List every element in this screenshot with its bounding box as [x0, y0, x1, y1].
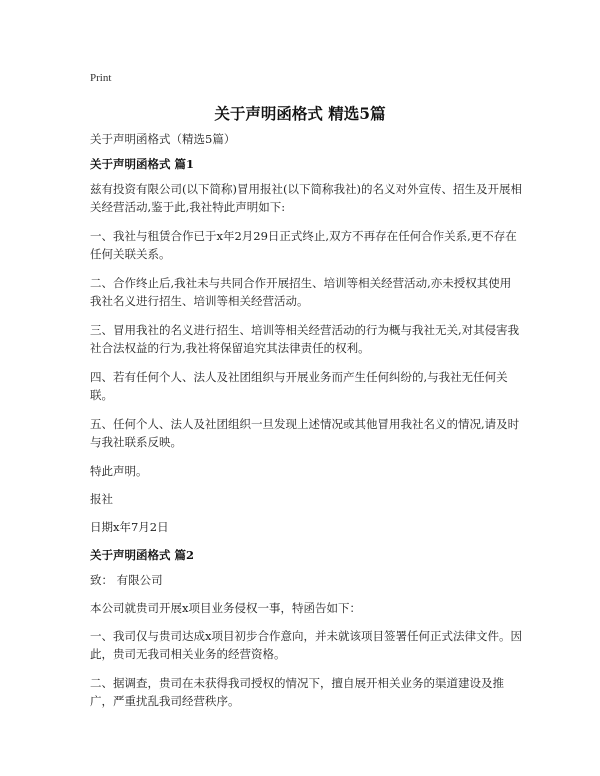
section-heading-1: 关于声明函格式 篇1 — [90, 157, 195, 171]
letter-recipient: 致： 有限公司 — [90, 573, 163, 587]
paragraph: 二、据调查，贵司在未获得我司授权的情况下，擅自展开相关业务的渠道建设及推广，严重扰乱我司经营秩序。 — [90, 676, 504, 708]
section-heading-2: 关于声明函格式 篇2 — [90, 548, 195, 562]
paragraph: 一、我司仅与贵司达成x项目初步合作意向，并未就该项目签署任何正式法律文件。因此，贵司无我司相关业务的经营资格。 — [90, 629, 522, 661]
paragraph: 三、冒用我社的名义进行招生、培训等相关经营活动的行为概与我社无关,对其侵害我社合法权益的行为,我社将保留追究其法律责任的权利。 — [90, 323, 520, 355]
paragraph: 五、任何个人、法人及社团组织一旦发现上述情况或其他冒用我社名义的情况,请及时与我社联系反映。 — [90, 417, 520, 449]
document-body — [90, 130, 522, 721]
paragraph: 四、若有任何个人、法人及社团组织与开展业务而产生任何纠纷的,与我社无任何关联。 — [90, 370, 508, 402]
print-link[interactable]: Print — [90, 72, 112, 84]
paragraph: 二、合作终止后,我社未与共同合作开展招生、培训等相关经营活动,亦未授权其使用我社名义进行招生、培训等相关经营活动。 — [90, 276, 512, 308]
paragraph: 特此声明。 — [90, 464, 148, 478]
signature-org: 报社 — [90, 492, 113, 506]
paragraph: 兹有投资有限公司(以下简称)冒用报社(以下简称我社)的名义对外宣传、招生及开展相关经营活动,鉴于此,我社特此声明如下: — [90, 182, 522, 214]
paragraph: 本公司就贵司开展x项目业务侵权一事，特函告如下： — [90, 601, 361, 615]
paragraph: 一、我社与租赁合作已于x年2月29日正式终止,双方不再存在任何合作关系,更不存在任何关联关系。 — [90, 229, 517, 261]
signature-date: 日期x年7月2日 — [90, 520, 169, 534]
page-title: 关于声明函格式 精选5篇 — [214, 104, 386, 123]
document-subtitle: 关于声明函格式（精选5篇） — [90, 132, 236, 146]
